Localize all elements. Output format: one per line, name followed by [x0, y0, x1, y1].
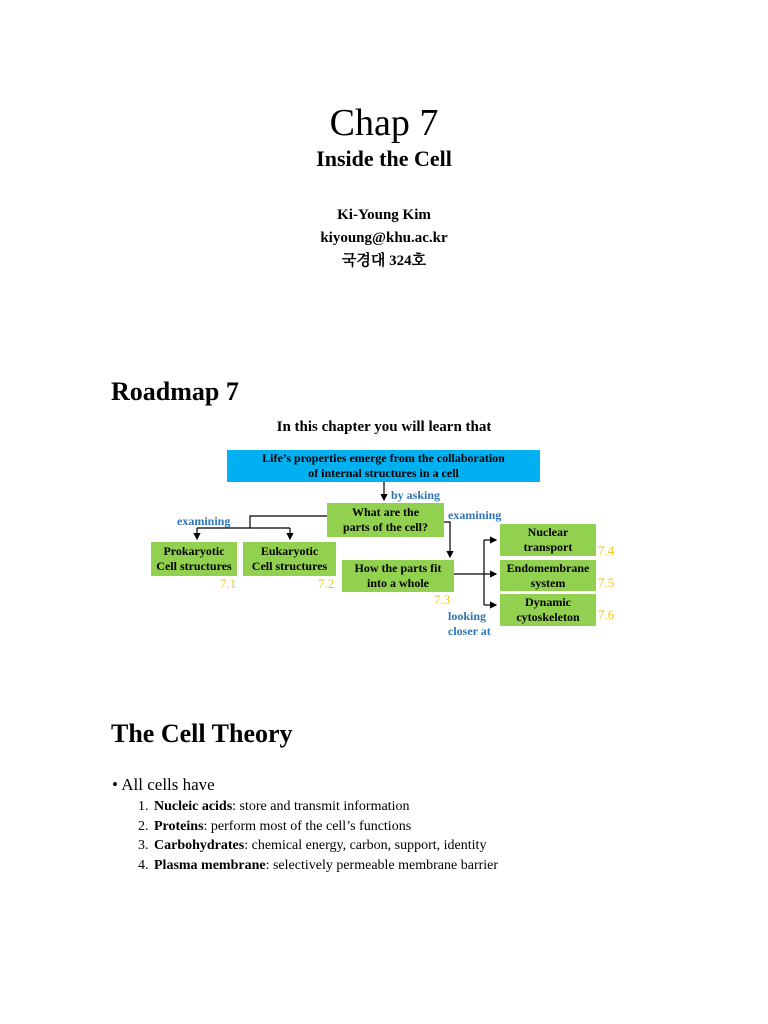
top-box-line1: Life’s properties emerge from the collaboration — [262, 451, 505, 465]
cytoskeleton-box — [500, 594, 596, 626]
how-parts-box — [342, 560, 454, 592]
roadmap-intro: In this chapter you will learn that — [276, 419, 492, 435]
how-parts-line1: How the parts fit — [354, 561, 442, 575]
question-box — [327, 503, 444, 537]
line-question-left — [250, 516, 327, 528]
chapter-subtitle: Inside the Cell — [316, 146, 452, 171]
section-7-2-number: 7.2 — [318, 576, 335, 591]
looking-line1: looking — [448, 609, 487, 623]
item-term: Carbohydrates — [154, 838, 245, 853]
nuclear-line2: transport — [523, 540, 573, 554]
question-line2: parts of the cell? — [343, 520, 428, 534]
section-7-5-number: 7.5 — [598, 575, 615, 590]
item-term: Plasma membrane — [154, 857, 266, 873]
item-desc: : perform most of the cell’s functions — [203, 818, 412, 834]
by-asking-label: by asking — [391, 488, 441, 502]
list-item — [152, 817, 498, 837]
section-7-3-number: 7.3 — [434, 592, 451, 607]
eukaryotic-line1: Eukaryotic — [260, 544, 319, 558]
prokaryotic-line1: Prokaryotic — [163, 544, 225, 558]
examining-right-label: examining — [448, 508, 502, 522]
item-term: Nucleic acids — [154, 799, 233, 814]
item-desc: : store and transmit information — [232, 799, 410, 814]
cell-theory-bullet: • All cells have — [112, 775, 215, 794]
list-item — [152, 836, 498, 856]
nuclear-line1: Nuclear — [527, 525, 569, 539]
examining-left-label: examining — [177, 514, 231, 528]
item-desc: : chemical energy, carbon, support, identity — [244, 838, 487, 853]
author-email: kiyoung@khu.ac.kr — [320, 230, 448, 246]
prokaryotic-line2: Cell structures — [156, 559, 232, 573]
cytoskeleton-line2: cytoskeleton — [516, 610, 580, 624]
looking-line2: closer at — [448, 624, 491, 638]
cytoskeleton-line1: Dynamic — [524, 595, 571, 609]
endomembrane-line2: system — [530, 575, 566, 590]
section-7-4-number: 7.4 — [598, 543, 615, 558]
endomembrane-box — [500, 560, 596, 591]
list-item — [152, 856, 498, 876]
list-item — [152, 797, 498, 817]
top-concept-box — [227, 450, 540, 482]
prokaryotic-box — [151, 542, 237, 576]
endomembrane-line1: Endomembrane — [506, 560, 590, 575]
author-name: Ki-Young Kim — [337, 207, 431, 223]
cell-components-list — [134, 797, 498, 875]
bullet-text: All cells have — [121, 775, 215, 794]
chapter-title: Chap 7 — [329, 102, 439, 144]
section-7-6-number: 7.6 — [598, 607, 615, 622]
cell-theory-title: The Cell Theory — [111, 719, 293, 748]
item-desc: : selectively permeable membrane barrier — [265, 857, 499, 873]
arrow-question-to-how — [444, 522, 450, 557]
item-term: Proteins — [154, 818, 204, 834]
question-line1: What are the — [351, 505, 420, 519]
section-7-1-number: 7.1 — [220, 576, 237, 591]
looking-closer-label — [448, 609, 491, 639]
office-room: 국경대 324호 — [341, 253, 427, 269]
eukaryotic-box — [243, 542, 336, 576]
nuclear-transport-box — [500, 524, 596, 556]
how-parts-line2: into a whole — [366, 576, 429, 590]
top-box-line2: of internal structures in a cell — [308, 466, 459, 480]
roadmap-title: Roadmap 7 — [111, 377, 239, 406]
eukaryotic-line2: Cell structures — [251, 559, 328, 573]
